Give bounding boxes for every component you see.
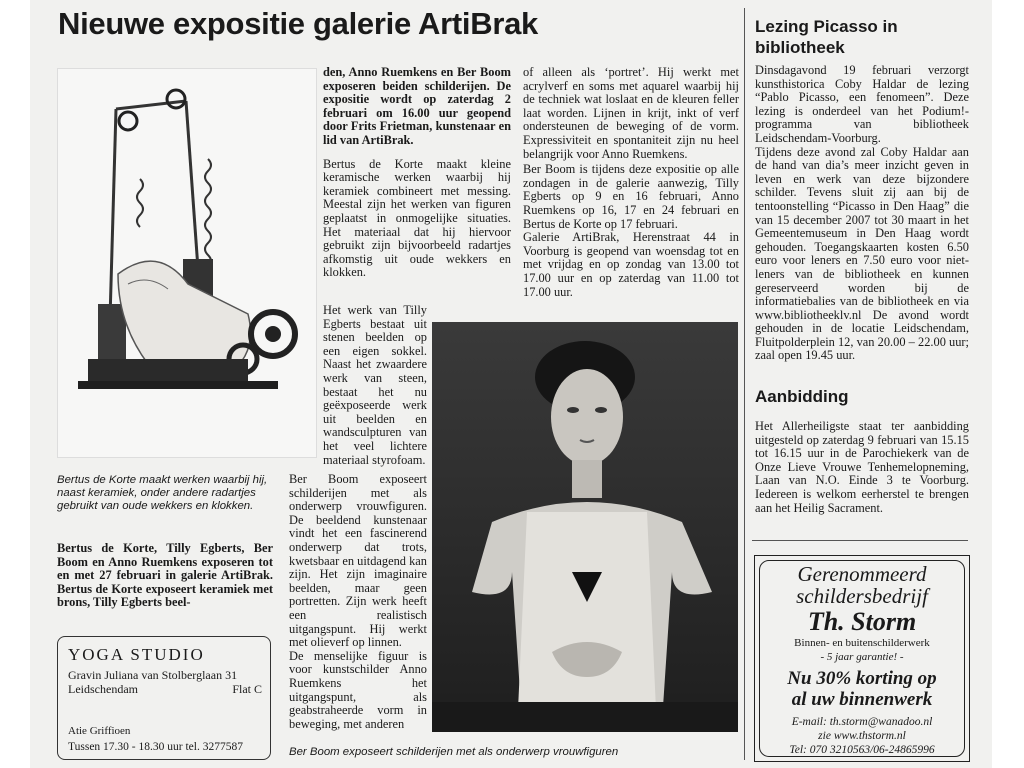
yoga-address: Gravin Juliana van Stolberglaan 31	[68, 668, 238, 682]
yoga-title: YOGA STUDIO	[68, 645, 205, 664]
painting-photo	[432, 322, 738, 732]
sculpture-caption: Bertus de Korte maakt werken waarbij hij, naast keramiek, onder andere radartjes gebruikt van oude wekkers en klokken.	[57, 474, 268, 512]
schildersbedrijf-storm-ad	[754, 555, 970, 762]
storm-line1: Gerenommeerd	[797, 562, 927, 586]
paragraph-opening-hours: Galerie ArtiBrak, Herenstraat 44 in Voorburg is geopend van woensdag tot en met vrijdag en op zondag van 13.00 tot 17.00 uur en op zaterdag van 11.00 tot 17.00 uur.	[523, 230, 739, 299]
sidebar-title-picasso: Lezing Picasso in bibliotheek	[755, 17, 898, 57]
picasso-details: Tijdens deze avond zal Coby Haldar aan de hand van dia’s meer inzicht geven in leven en werk van deze bijzondere schilder. Tevens sluit zij aan bij de tentoonstelling “Picasso in Den Haag” die van 15 december 2007 tot 30 maart in het Gemeentemuseum in Den Haag wordt gehouden. Toegangskaarten kosten 6.50 euro voor leners en 7.50 euro voor niet-leners van de bibliotheek en kunnen gereserveerd worden bij de informatiebalies van de bibliotheek en via www.bibliotheeklv.nl De avond wordt gehouden in de locatie Leidschendam, Fluitpolderplein 12, van 20.00 – 22.00 uur; zaal open 19.45 uur.	[755, 144, 969, 363]
lead-continued: den, Anno Ruemkens en Ber Boom exposeren beiden schilderijen. De expositie wordt op zaterdag 2 februari om 16.00 uur geopend door Frits Frietman, kunstenaar en lid van ArtiBrak.	[323, 65, 511, 147]
storm-website: zie www.thstorm.nl	[818, 730, 906, 742]
picasso-intro: Dinsdagavond 19 februari verzorgt kunsthistorica Coby Haldar de lezing “Pablo Picasso, een fenomeen”. Deze lezing is onderdeel van het Podium!-programma van bibliotheek Leidschendam-Voorburg.	[755, 63, 969, 145]
storm-line2: schildersbedrijf	[796, 584, 928, 608]
storm-offer-line2: al uw binnenwerk	[791, 689, 933, 710]
sidebar-divider	[752, 540, 968, 541]
sculpture-photo	[57, 68, 317, 458]
article-headline: Nieuwe expositie galerie ArtiBrak	[58, 6, 538, 41]
yoga-city: Leidschendam	[68, 682, 138, 696]
article-column-2-narrow	[323, 304, 427, 467]
storm-ad-frame	[759, 560, 965, 757]
yoga-studio-ad	[57, 636, 271, 760]
paragraph-anno-continued: of alleen als ‘portret’. Hij werkt met acrylverf en soms met aquarel waarbij hij de techniek wat loslaat en de kleuren feller laat worden. Lijnen in krijt, inkt of verf ondersteunen de beweging of de vorm. Expressiviteit en spontaniteit zijn nu heel belangrijk voor Anno Ruemkens.	[523, 65, 739, 161]
yoga-hours: Tussen 17.30 - 18.30 uur tel. 3277587	[68, 741, 243, 753]
paragraph-anno: De menselijke figuur is voor kunstschilder Anno Ruemkens het uitgangspunt, als geabstraheerde vorm in beweging, met anderen	[289, 648, 427, 731]
article-column-3	[523, 66, 739, 299]
yoga-flat: Flat C	[232, 682, 262, 696]
article-column-2	[323, 66, 511, 280]
storm-services: Binnen- en buitenschilderwerk	[794, 637, 930, 649]
lead-paragraph: Bertus de Korte, Tilly Egberts, Ber Boom en Anno Ruemkens exposeren tot en met 27 februari in galerie ArtiBrak. Bertus de Korte exposeert keramiek met brons, Tilly Egberts beel-	[57, 541, 273, 610]
storm-guarantee: - 5 jaar garantie! -	[820, 651, 904, 663]
sculpture-illustration	[58, 69, 316, 457]
painting-caption: Ber Boom exposeert schilderijen met als onderwerp vrouwfiguren	[289, 746, 619, 758]
sidebar-title-aanbidding: Aanbidding	[755, 387, 849, 406]
storm-email: E-mail: th.storm@wanadoo.nl	[791, 716, 933, 728]
storm-company-name: Th. Storm	[807, 607, 917, 636]
article-column-2-lower	[289, 473, 427, 731]
storm-offer-line1: Nu 30% korting op	[787, 668, 937, 689]
yoga-contact-name: Atie Griffioen	[68, 725, 131, 737]
aanbidding-paragraph: Het Allerheiligste staat ter aanbidding uitgesteld op zaterdag 9 februari van 15.15 tot 16.15 uur in de Parochiekerk van de Onze Lieve Vrouwe Tenhemelopneming, Laan van N.O. Einde 3 te Voorburg. Iedereen is welkom eerherstel te brengen aan het Heilig Sacrament.	[755, 419, 969, 515]
paragraph-ber-boom: Ber Boom exposeert schilderijen met als onderwerp vrouwfiguren. De beeldend kunstenaar vindt het een fascinerend onderwerp dat trots, kwetsbaar en uitdagend kan zijn. Het zijn imaginaire beelden, maar geen portretten. Zijn werk heeft een realistisch uitgangspunt. Hij werkt met olieverf op linnen.	[289, 472, 427, 650]
woman-painting-illustration	[432, 322, 738, 732]
paragraph-bertus: Bertus de Korte maakt kleine keramische werken waarbij hij keramiek combineert met messing. Meestal zijn het werken van figuren geplaatst in onmogelijke situaties. Het materiaal dat hij hiervoor gebruikt zijn bijvoorbeeld radartjes afkomstig uit oude wekkers en klokken.	[323, 156, 511, 280]
paragraph-tilly: Het werk van Tilly Egberts bestaat uit stenen beelden op een eigen sokkel. Naast het zwaardere werk van steen, bestaat het nu geëxposeerde werk uit beelden en wandsculpturen van het veel lichtere materiaal styrofoam.	[323, 303, 427, 467]
paragraph-presence: Ber Boom is tijdens deze expositie op alle zondagen in de galerie aanwezig, Tilly Egberts op 9 en 16 februari, Anno Ruemkens op 16, 17 en 24 februari en Bertus de Korte op 17 februari.	[523, 162, 739, 231]
storm-phone: Tel: 070 3210563/06-24865996	[789, 744, 935, 756]
sidebar-picasso-article	[755, 64, 969, 363]
column-divider	[744, 8, 745, 760]
